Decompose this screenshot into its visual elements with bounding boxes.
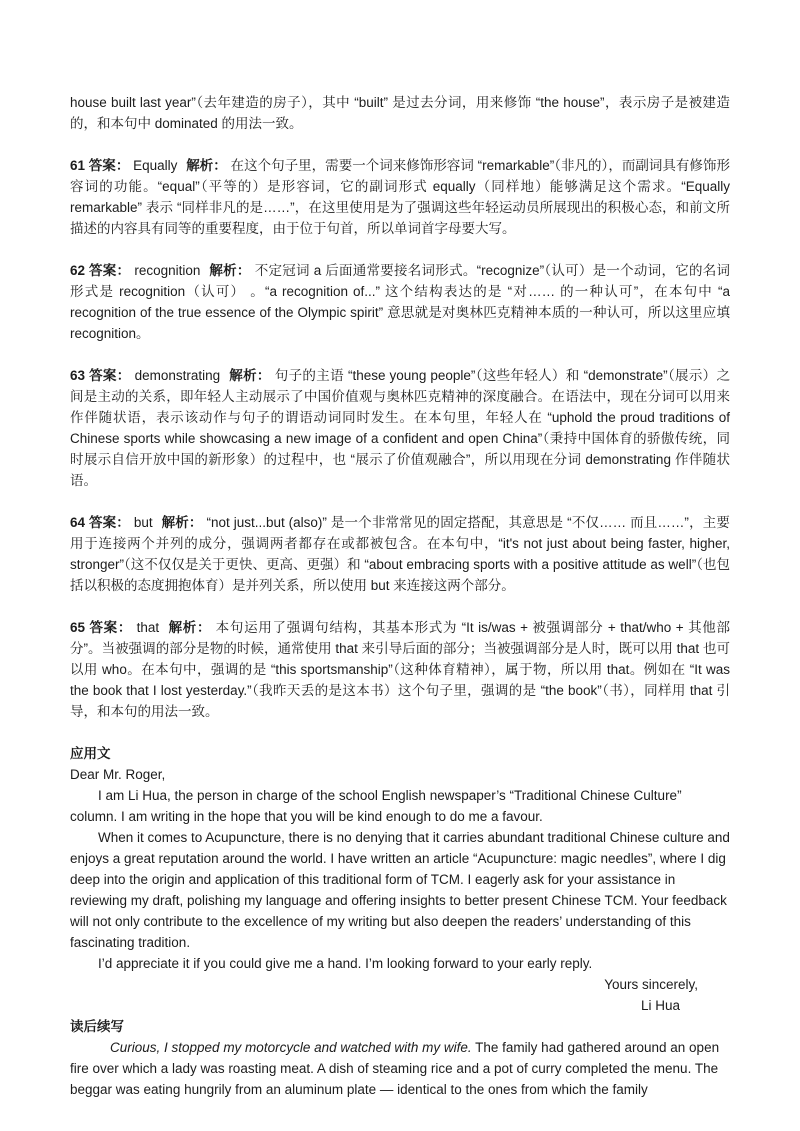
answer-61-word: Equally xyxy=(133,158,178,173)
answer-65-analysis-text: 本句运用了强调句结构，其基本形式为 “It is/was + 被强调部分 + that/who + 其他部分”。当被强调的部分是物的时候，通常使用 that 来引导后面的部分；当被强调部分是人时，既可以用 that 也可以用 who。在本句中，强调的是 “this sportsmanship”（这种体育精神），属于物，所以用 that。例如在 “It was the book that I lost yesterday.”（我昨天丢的是这本书）这个句子里，强调的是 “the book”（书），同样用 that 引导，和本句的用法一致。 xyxy=(70,620,730,719)
answer-64-word: but xyxy=(133,515,153,530)
answer-64-analysis-text: “not just...but (also)” 是一个非常常见的固定搭配，其意思是 “不仅…… 而且……”，主要用于连接两个并列的成分，强调两者都存在或都被包含。在本句中，“it's not just about being faster, higher, stronger”（这不仅仅是关于更快、更高、更强）和 “about embracing sports with a positive attitude as well”（也包括以积极的态度拥抱体育）是并列关系，所以使用 but 来连接这两个部分。 xyxy=(70,515,730,593)
letter-paragraph-1: I am Li Hua, the person in charge of the school English newspaper’s “Traditional Chinese Culture” column. I am writing in the hope that you will be kind enough to do me a favour. xyxy=(70,788,682,824)
answer-62-id: 62 答案： xyxy=(70,263,131,278)
answer-61-analysis-label: 解析： xyxy=(186,158,227,173)
answer-65-word: that xyxy=(136,620,160,635)
applied-writing-heading: 应用文 xyxy=(70,746,111,761)
letter-salutation: Dear Mr. Roger, xyxy=(70,767,166,782)
answer-65-id: 65 答案： xyxy=(70,620,133,635)
continuation-paragraph xyxy=(70,1037,730,1100)
answer-62-analysis-text: 不定冠词 a 后面通常要接名词形式。“recognize”（认可）是一个动词，它的名词形式是 recognition（认可） 。“a recognition of...” 这个结构表达的是 “对…… 的一种认可”，在本句中 “a recognition of the true essence of the Olympic spirit” 意思就是对奥林匹克精神本质的一种认可，所以这里应填 recognition。 xyxy=(70,263,730,341)
answer-62-analysis-label: 解析： xyxy=(209,263,251,278)
answer-61-analysis-text: 在这个句子里，需要一个词来修饰形容词 “remarkable”（非凡的），而副词具有修饰形容词的功能。“equal”（平等的）是形容词，它的副词形式 equally（同样地）能够满足这个需求。“Equally remarkable” 表示 “同样非凡的是……”，在这里使用是为了强调这些年轻运动员所展现出的积极心态，和前文所描述的内容具有同等的重要程度，由于位于句首，所以单词首字母要大写。 xyxy=(70,158,730,236)
letter-signature: Li Hua xyxy=(640,998,680,1013)
intro-paragraph xyxy=(70,92,730,134)
answer-62-word: recognition xyxy=(134,263,201,278)
applied-writing-letter xyxy=(70,764,730,1016)
answer-62-block xyxy=(70,260,730,344)
continuation-text: The family had gathered around an open fire over which a lady was roasting meat. A dish of steaming rice and a pot of curry completed the menu. The beggar was eating hungrily from an aluminum plate — identical to the ones from which the family xyxy=(70,1040,720,1097)
intro-text: house built last year”（去年建造的房子），其中 “built” 是过去分词，用来修饰 “the house”，表示房子是被建造的，和本句中 dominated 的用法一致。 xyxy=(70,95,730,131)
answer-65-block xyxy=(70,617,730,722)
continuation-writing-heading: 读后续写 xyxy=(70,1019,124,1034)
answer-65-analysis-label: 解析： xyxy=(168,620,212,635)
answer-64-block xyxy=(70,512,730,596)
answer-63-analysis-text: 句子的主语 “these young people”（这些年轻人）和 “demonstrate”（展示）之间是主动的关系，即年轻人主动展示了中国价值观与奥林匹克精神的深度融合。在语法中，现在分词可以用来作伴随状语，表示该动作与句子的谓语动词同时发生。在本句里，年轻人在 “uphold the proud traditions of Chinese sports while showcasing a new image of a confident and open China”（秉持中国体育的骄傲传统，同时展示自信开放中国的新形象）的过程中，也 “展示了价值观融合”，所以用现在分词 demonstrating 作伴随状语。 xyxy=(70,368,730,488)
answer-61-id: 61 答案： xyxy=(70,158,130,173)
letter-closing: Yours sincerely, xyxy=(604,977,698,992)
answer-63-analysis-label: 解析： xyxy=(229,368,271,383)
answer-63-id: 63 答案： xyxy=(70,368,131,383)
letter-paragraph-3: I’d appreciate it if you could give me a hand. I’m looking forward to your early reply. xyxy=(98,956,593,971)
answer-64-id: 64 答案： xyxy=(70,515,130,530)
answer-63-block xyxy=(70,365,730,491)
letter-paragraph-2: When it comes to Acupuncture, there is no denying that it carries abundant traditional Chinese culture and enjoys a great reputation around the world. I have written an article “Acupuncture: magic needles”, where I dig deep into the origin and application of this traditional form of TCM. I eagerly ask for your assistance in reviewing my draft, polishing my language and offering insights to better present Chinese TCM. Your feedback will not only contribute to the excellence of my writing but also deepen the readers’ understanding of this fascinating tradition. xyxy=(70,830,730,950)
answer-63-word: demonstrating xyxy=(134,368,221,383)
answer-64-analysis-label: 解析： xyxy=(161,515,203,530)
answer-61-block xyxy=(70,155,730,239)
continuation-lead-italic: Curious, I stopped my motorcycle and watched with my wife. xyxy=(110,1040,472,1055)
